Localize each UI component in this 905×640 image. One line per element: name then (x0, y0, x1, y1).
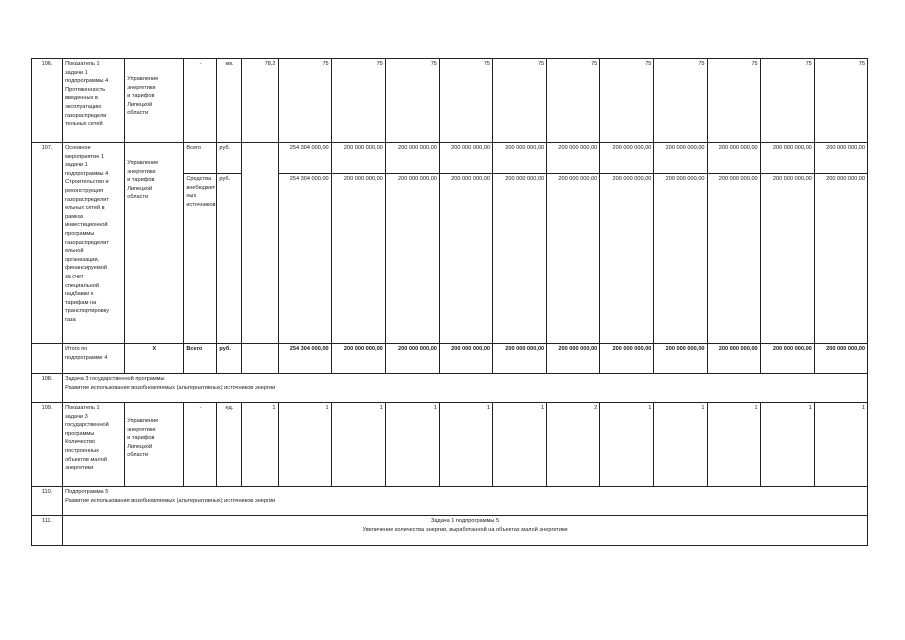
value-cell: 200 000 000,00 (654, 143, 707, 174)
row-number: 108. (32, 374, 63, 403)
executor: Х (125, 344, 184, 374)
value-cell: 75 (547, 59, 600, 143)
indicator-name: Основное мероприятие 1 задачи 1 подпрограммы 4 Строительство и реконструкция газораспределит ельных сетей в рамках инвестиционной программы газораспределит ельной организации, финансируемой за счет специальной надбавки к тарифам на транспортировку газа (63, 143, 125, 344)
value-cell: 200 000 000,00 (385, 174, 439, 344)
base-value: 1 (242, 403, 278, 487)
value-cell: 75 (707, 59, 760, 143)
indicator-name: Показатель 1 задачи 1 подпрограммы 4 Протяженность введенных в эксплуатацию газораспредели тельных сетей (63, 59, 125, 143)
row-number (32, 344, 63, 374)
executor: Управление энергетики и тарифов Липецкой области (125, 403, 184, 487)
value-cell: 75 (385, 59, 439, 143)
value-cell: 1 (278, 403, 331, 487)
section-heading (63, 374, 868, 403)
value-cell: 254 304 000,00 (278, 344, 331, 374)
value-cell: 75 (331, 59, 385, 143)
value-cell: 200 000 000,00 (493, 143, 547, 174)
value-cell: 200 000 000,00 (439, 344, 492, 374)
value-cell: 1 (439, 403, 492, 487)
funding-source: - (184, 403, 217, 487)
value-cell: 1 (814, 403, 867, 487)
table-row-111 (32, 516, 868, 546)
value-cell: 200 000 000,00 (493, 344, 547, 374)
row-number: 107. (32, 143, 63, 344)
unit: км. (217, 59, 242, 143)
value-cell: 75 (278, 59, 331, 143)
row-number: 111. (32, 516, 63, 546)
value-cell: 75 (814, 59, 867, 143)
table-row-108 (32, 374, 868, 403)
funding-source: Средства внебюджет ных источников (184, 174, 217, 344)
executor: Управление энергетики и тарифов Липецкой области (125, 143, 184, 344)
section-heading-line2: Развитие использования возобновляемых (альтернативных) источников энергии (65, 384, 276, 391)
value-cell: 200 000 000,00 (814, 143, 867, 174)
table-row-109 (32, 403, 868, 487)
value-cell: 2 (547, 403, 600, 487)
value-cell: 1 (493, 403, 547, 487)
value-cell: 200 000 000,00 (600, 174, 654, 344)
value-cell: 200 000 000,00 (760, 174, 814, 344)
value-cell: 75 (760, 59, 814, 143)
row-number: 106. (32, 59, 63, 143)
base-value: 78,2 (242, 59, 278, 143)
indicator-name: Показатель 1 задачи 3 государственной программы Количество построенных объектов малой энергетики (63, 403, 125, 487)
section-heading-line1: Задача 1 подпрограммы 5 (430, 518, 500, 524)
value-cell: 200 000 000,00 (760, 143, 814, 174)
unit: ед. (217, 403, 242, 487)
value-cell: 200 000 000,00 (331, 344, 385, 374)
base-value (242, 344, 278, 374)
funding-source: - (184, 59, 217, 143)
section-heading (63, 516, 868, 546)
value-cell: 200 000 000,00 (814, 344, 867, 374)
section-heading-line1: Задача 3 государственной программы (65, 376, 165, 382)
value-cell: 254 304 000,00 (278, 174, 331, 344)
indicators-table (31, 58, 868, 546)
value-cell: 1 (760, 403, 814, 487)
value-cell: 75 (439, 59, 492, 143)
value-cell: 200 000 000,00 (547, 174, 600, 344)
unit: руб. (217, 143, 242, 174)
value-cell: 200 000 000,00 (707, 174, 760, 344)
base-value (242, 143, 278, 344)
section-heading-line1: Подпрограмма 5 (65, 489, 109, 495)
table-row-107 (32, 143, 868, 174)
value-cell: 200 000 000,00 (600, 143, 654, 174)
row-number: 110. (32, 487, 63, 516)
value-cell: 200 000 000,00 (707, 143, 760, 174)
value-cell: 200 000 000,00 (385, 344, 439, 374)
value-cell: 200 000 000,00 (654, 174, 707, 344)
value-cell: 1 (385, 403, 439, 487)
value-cell: 200 000 000,00 (439, 143, 492, 174)
value-cell: 200 000 000,00 (493, 174, 547, 344)
section-heading-line2: Развитие использования возобновляемых (альтернативных) источников энергии (65, 497, 276, 504)
value-cell: 200 000 000,00 (760, 344, 814, 374)
value-cell: 1 (331, 403, 385, 487)
unit: руб. (217, 174, 242, 344)
value-cell: 200 000 000,00 (707, 344, 760, 374)
value-cell: 75 (493, 59, 547, 143)
funding-source: Всего (184, 143, 217, 174)
value-cell: 200 000 000,00 (814, 174, 867, 344)
row-number: 109. (32, 403, 63, 487)
value-cell: 200 000 000,00 (331, 143, 385, 174)
section-heading-line2: Увеличение количества энергии, выработанной на объектах малой энергетики (362, 526, 568, 533)
value-cell: 200 000 000,00 (600, 344, 654, 374)
value-cell: 200 000 000,00 (331, 174, 385, 344)
unit: руб. (217, 344, 242, 374)
value-cell: 1 (600, 403, 654, 487)
value-cell: 200 000 000,00 (654, 344, 707, 374)
table-row-110 (32, 487, 868, 516)
value-cell: 1 (654, 403, 707, 487)
value-cell: 254 304 000,00 (278, 143, 331, 174)
value-cell: 200 000 000,00 (547, 344, 600, 374)
executor: Управление энергетики и тарифов Липецкой области (125, 59, 184, 143)
table-row-106 (32, 59, 868, 143)
value-cell: 75 (600, 59, 654, 143)
total-label: Итого по подпрограмме 4 (63, 344, 125, 374)
value-cell: 1 (707, 403, 760, 487)
value-cell: 200 000 000,00 (385, 143, 439, 174)
section-heading (63, 487, 868, 516)
table-row-total (32, 344, 868, 374)
value-cell: 75 (654, 59, 707, 143)
value-cell: 200 000 000,00 (547, 143, 600, 174)
funding-source: Всего (184, 344, 217, 374)
value-cell: 200 000 000,00 (439, 174, 492, 344)
